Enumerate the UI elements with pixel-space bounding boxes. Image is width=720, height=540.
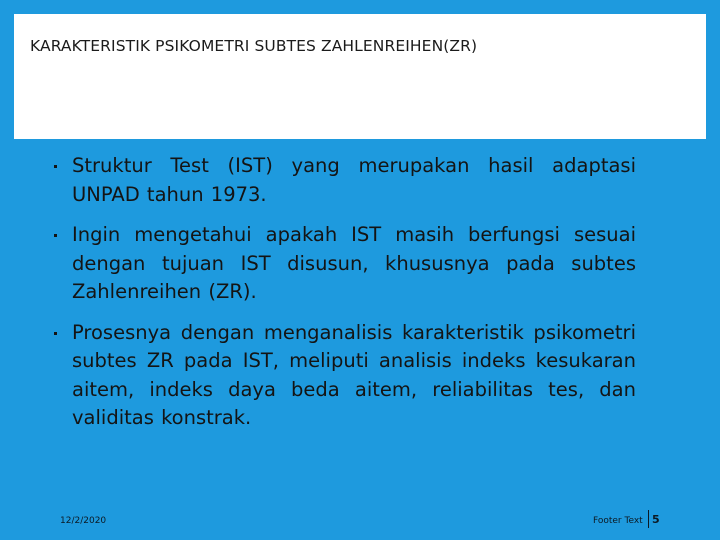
bullet-item — [54, 221, 636, 307]
slide-number: 5 — [652, 513, 660, 526]
bullet-marker-icon — [54, 165, 57, 168]
bullet-marker-icon — [54, 234, 57, 237]
footer-date: 12/2/2020 — [60, 516, 107, 526]
bullet-item — [54, 319, 636, 433]
bullet-text: Struktur Test (IST) yang merupakan hasil adaptasi UNPAD tahun 1973. — [72, 154, 636, 206]
bullet-item — [54, 152, 636, 209]
footer-text: Footer Text — [593, 516, 643, 526]
bullet-list — [54, 152, 636, 445]
bullet-text: Prosesnya dengan menganalisis karakteristik psikometri subtes ZR pada IST, meliputi analisis indeks kesukaran aitem, indeks daya beda aitem, reliabilitas tes, dan validitas konstrak. — [72, 320, 636, 429]
title-panel — [14, 14, 706, 139]
bullet-text: Ingin mengetahui apakah IST masih berfungsi sesuai dengan tujuan IST disusun, khususnya pada subtes Zahlenreihen (ZR). — [72, 223, 636, 303]
slide-number-divider — [648, 510, 649, 528]
slide-title: KARAKTERISTIK PSIKOMETRI SUBTES ZAHLENREIHEN(ZR) — [30, 37, 478, 55]
bullet-marker-icon — [54, 332, 57, 335]
